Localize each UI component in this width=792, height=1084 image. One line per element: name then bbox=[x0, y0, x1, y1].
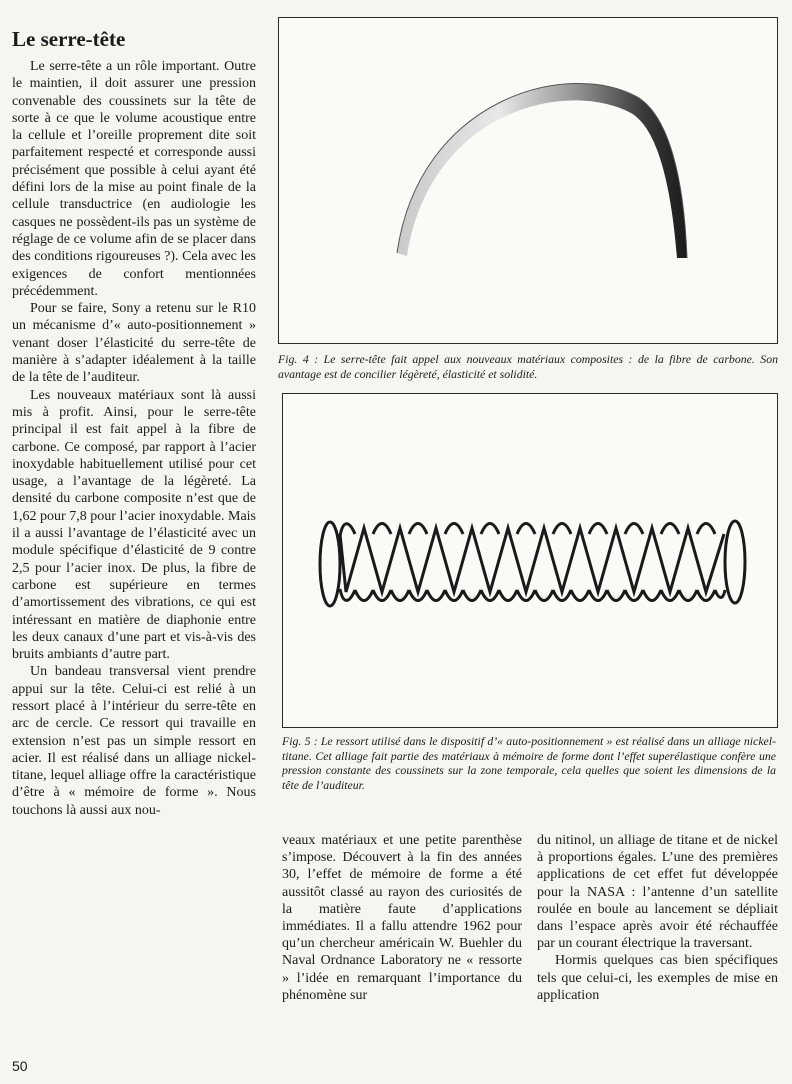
section-title: Le serre-tête bbox=[12, 27, 126, 51]
page-number: 50 bbox=[12, 1058, 28, 1074]
nickel-titanium-spring-image bbox=[283, 394, 777, 727]
left-column bbox=[12, 28, 256, 819]
figure-5-spring-photo bbox=[282, 393, 778, 728]
paragraph-3: Les nouveaux matériaux sont là aussi mis à profit. Ainsi, pour le serre-tête principal il est fait appel à la fibre de carbone. Ce composé, par rapport à l’acier inoxydable habituellement utilisé pour cet usage, a l’avantage de la légèreté. La densité du carbone composite n’est que de 1,62 pour 7,8 pour l’acier inoxydable. Mais il a aussi l’avantage de l’élasticité avec un module spécifique d’élasticité de 9 contre 2,5 pour l’acier inox. De plus, la fibre de carbone est supérieure en termes d’amortissement des vibrations, ce qui est intéressant en matière de diaphonie entre les deux canaux d’une part et vis-à-vis des bruits ambiants d’autre part. bbox=[12, 387, 256, 663]
paragraph-7: Hormis quelques cas bien spécifiques tels que celui-ci, les exemples de mise en application bbox=[537, 953, 778, 1003]
middle-column bbox=[282, 832, 522, 1004]
paragraph-6: du nitinol, un alliage de titane et de nickel à proportions égales. L’une des premières applications de cet effet fut développée pour la NASA : l’antenne d’un satellite roulée en boule au lancement se dépliait dans l’espace après avoir été réchauffée par un courant électrique la traversant. bbox=[537, 833, 778, 952]
figure-5-caption: Fig. 5 : Le ressort utilisé dans le dispositif d’« auto-positionnement » est réalisé dans un alliage nickel-titane. Cet alliage fait partie des matériaux à mémoire de forme dont l’effet superélastique confère une pression constante des coussinets sur la zone temporale, cela quelles que soient les dimensions de la tête de l’auditeur. bbox=[282, 734, 776, 792]
figure-4-headband-photo bbox=[278, 17, 778, 344]
right-column bbox=[537, 832, 778, 1004]
paragraph-2: Pour se faire, Sony a retenu sur le R10 un mécanisme d’« auto-positionnement » venant doser l’élasticité du serre-tête de manière à s’adapter idéalement à la taille de la tête de l’auditeur. bbox=[12, 301, 256, 386]
carbon-headband-image bbox=[279, 18, 777, 343]
figure-4-caption: Fig. 4 : Le serre-tête fait appel aux nouveaux matériaux composites : de la fibre de carbone. Son avantage est de concilier légèreté, élasticité et solidité. bbox=[278, 352, 778, 381]
paragraph-5: veaux matériaux et une petite parenthèse s’impose. Découvert à la fin des années 30, l’effet de mémoire de forme a été aussitôt classé au rayon des curiosités de la matière faute d’applications immédiates. Il a fallu attendre 1962 pour qu’un chercheur américain W. Buehler du Naval Ordnance Laboratory ne « ressorte » l’idée en remarquant l’importance du phénomène sur bbox=[282, 833, 522, 1003]
paragraph-1: Le serre-tête a un rôle important. Outre le maintien, il doit assurer une pression convenable des coussinets sur la tête de sorte à ce que le volume acoustique entre la cellule et l’oreille proprement dite soit parfaitement respecté et corresponde aussi précisément que possible à celui ayant été défini lors de la mise au point finale de la cellule transductrice (en audiologie les casques ne possèdent-ils pas un système de réglage de ce volume afin de se placer dans des conditions rigoureuses ?). Cela avec les exigences de confort mentionnées précédemment. bbox=[12, 59, 256, 299]
paragraph-4: Un bandeau transversal vient prendre appui sur la tête. Celui-ci est relié à un ressort placé à l’intérieur du serre-tête en arc de cercle. Ce ressort qui travaille en extension n’est pas un simple ressort en acier. Il est réalisé dans un alliage nickel-titane, lequel alliage offre la caractéristique d’être à « mémoire de forme ». Nous touchons là aussi aux nou- bbox=[12, 664, 256, 818]
